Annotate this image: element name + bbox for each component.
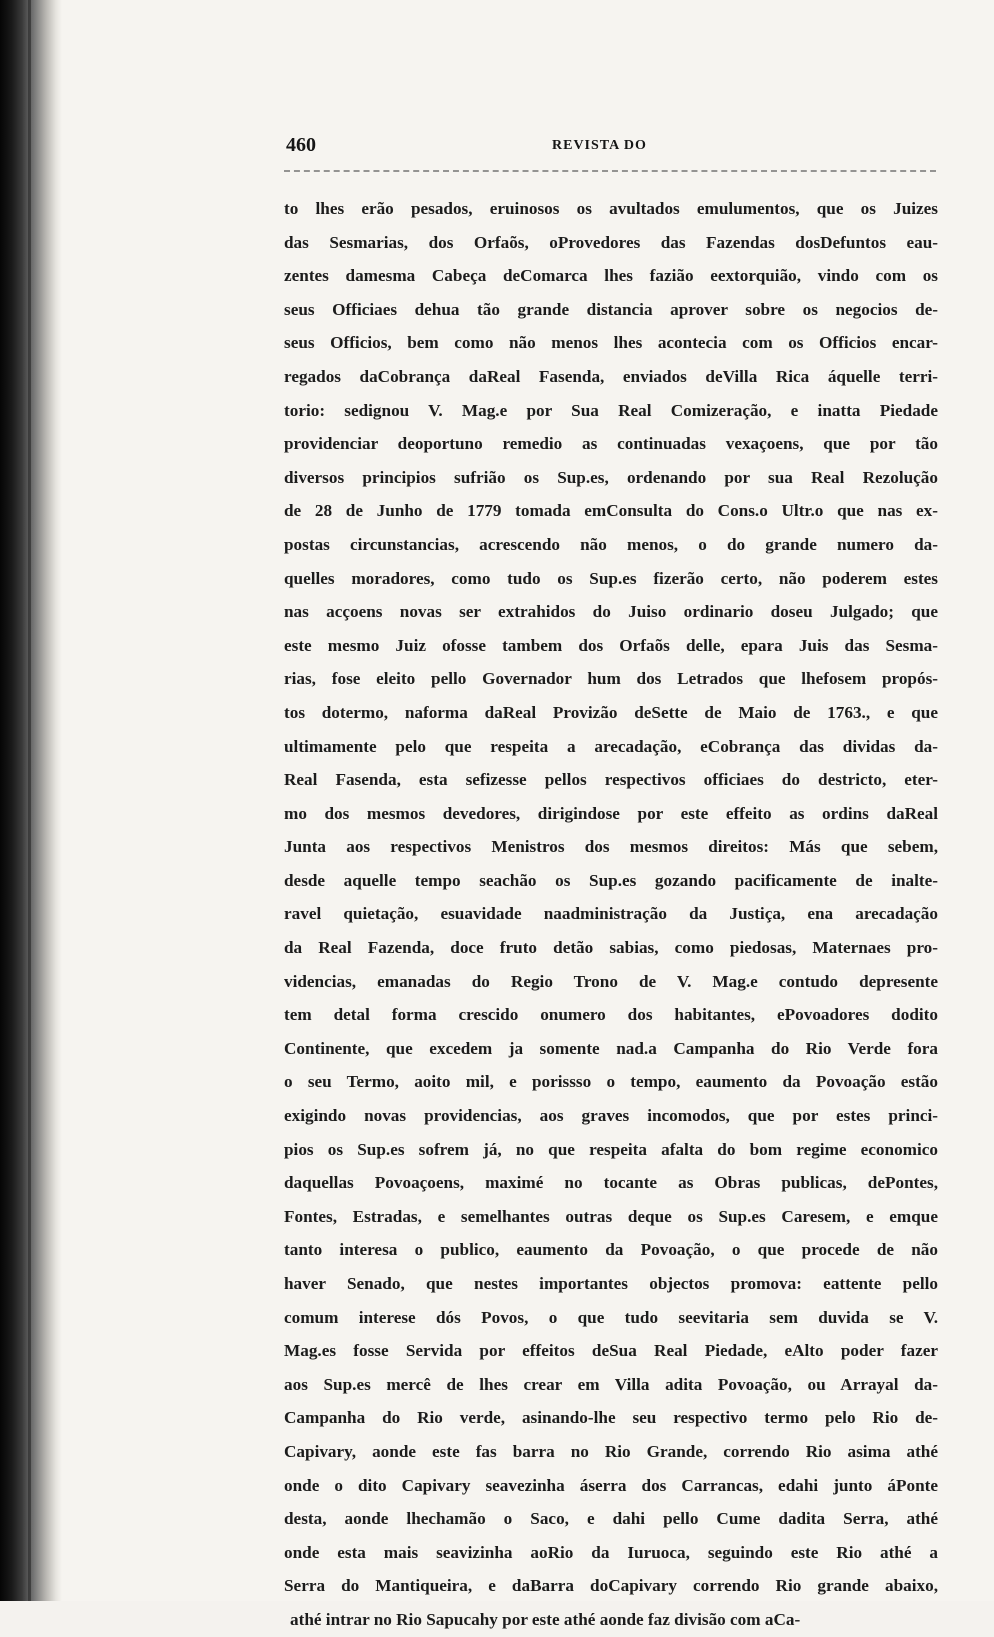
- text-line: haver Senado, que nestes importantes objectos promova: eattente pello: [284, 1274, 938, 1293]
- text-line: Junta aos respectivos Menistros dos mesmos direitos: Más que sebem,: [284, 837, 938, 857]
- text-line: Capivary, aonde este fas barra no Rio Grande, correndo Rio asima athé: [284, 1441, 938, 1461]
- text-line: aos Sup.es mercê de lhes crear em Villa adita Povoação, ou Arrayal da-: [284, 1374, 938, 1394]
- text-line: este mesmo Juiz ofosse tambem dos Orfaõs delle, epara Juis das Sesma-: [284, 635, 938, 655]
- text-line: de 28 de Junho de 1779 tomada emConsulta do Cons.o Ultr.o que nas ex-: [284, 501, 938, 521]
- text-line: das Sesmarias, dos Orfaõs, oProvedores das Fazendas dosDefuntos eau-: [284, 232, 938, 252]
- text-line: ravel quietação, esuavidade naadministração da Justiça, ena arecadação: [284, 904, 938, 924]
- text-line: athé intrar no Rio Sapucahy por este athé aonde faz divisão com aCa-: [290, 1609, 801, 1629]
- text-line: desde aquelle tempo seachão os Sup.es gozando pacificamente de inalte-: [284, 870, 938, 890]
- text-line: Serra do Mantiqueira, e daBarra doCapivary correndo Rio grande abaixo,: [284, 1576, 938, 1596]
- text-line: Mag.es fosse Servida por effeitos deSua Real Piedade, eAlto poder fazer: [284, 1341, 938, 1361]
- text-line: desta, aonde lhechamão o Saco, e dahi pello Cume dadita Serra, athé: [284, 1509, 938, 1529]
- text-line: quelles moradores, como tudo os Sup.es fizerão certo, não poderem estes: [284, 568, 938, 588]
- text-line: providenciar deoportuno remedio as continuadas vexaçoens, que por tão: [284, 434, 938, 454]
- book-binding-edge: [0, 0, 62, 1601]
- text-line: Fontes, Estradas, e semelhantes outras deque os Sup.es Caresem, e emque: [284, 1206, 938, 1226]
- text-line: tanto interesa o publico, eaumento da Povoação, o que procede de não: [284, 1240, 938, 1260]
- page-header: [286, 134, 936, 162]
- text-line: da Real Fazenda, doce fruto detão sabias, como piedosas, Maternaes pro-: [284, 938, 938, 958]
- text-line: tos dotermo, naforma daReal Provizão deSette de Maio de 1763., e que: [284, 702, 938, 722]
- binding-stripe: [28, 0, 31, 1601]
- text-line: onde o dito Capivary seavezinha áserra dos Carrancas, edahi junto áPonte: [284, 1475, 938, 1495]
- text-line: rias, fose eleito pello Governador hum dos Letrados que lhefosem propós-: [284, 669, 938, 689]
- text-line: Campanha do Rio verde, asinando-lhe seu respectivo termo pelo Rio de-: [284, 1408, 938, 1428]
- text-line: pios os Sup.es sofrem já, no que respeita afalta do bom regime economico: [284, 1139, 938, 1159]
- text-line: nas acçoens novas ser extrahidos do Juiso ordinario doseu Julgado; que: [284, 602, 938, 622]
- text-line: onde esta mais seavizinha aoRio da Iuruoca, seguindo este Rio athé a: [284, 1542, 938, 1562]
- text-line: exigindo novas providencias, aos graves incomodos, que por estes princi-: [284, 1106, 938, 1126]
- body-text: [284, 192, 938, 1637]
- text-line: ultimamente pelo que respeita a arecadação, eCobrança das dividas da-: [284, 736, 938, 756]
- text-line: to lhes erão pesados, eruinosos os avultados emulumentos, que os Juizes: [284, 199, 938, 218]
- text-line: zentes damesma Cabeça deComarca lhes fazião eextorquião, vindo com os: [284, 266, 938, 286]
- text-line: diversos principios sufrião os Sup.es, ordenando por sua Real Rezolução: [284, 467, 938, 487]
- text-line: tem detal forma crescido onumero dos habitantes, ePovoadores dodito: [284, 1005, 938, 1025]
- text-line: o seu Termo, aoito mil, e porissso o tempo, eaumento da Povoação estão: [284, 1072, 938, 1092]
- text-line: videncias, emanadas do Regio Trono de V. Mag.e contudo depresente: [284, 971, 938, 991]
- text-line: mo dos mesmos devedores, dirigindose por este effeito as ordins daReal: [284, 803, 938, 823]
- text-line: Real Fasenda, esta sefizesse pellos respectivos officiaes do destricto, eter-: [284, 770, 938, 790]
- page-number: 460: [286, 134, 316, 156]
- text-line: comum interese dós Povos, o que tudo seevitaria sem duvida se V.: [284, 1307, 938, 1327]
- text-line: torio: sedignou V. Mag.e por Sua Real Comizeração, e inatta Piedade: [284, 400, 938, 420]
- header-rule: [284, 170, 936, 172]
- text-line: Continente, que excedem ja somente nad.a Campanha do Rio Verde fora: [284, 1038, 938, 1058]
- text-line: daquellas Povoaçoens, maximé no tocante as Obras publicas, dePontes,: [284, 1173, 938, 1193]
- running-head: REVISTA DO: [552, 138, 647, 153]
- text-line: seus Officiaes dehua tão grande distancia aprover sobre os negocios de-: [284, 299, 938, 319]
- text-line: postas circunstancias, acrescendo não menos, o do grande numero da-: [284, 534, 938, 554]
- text-line: regados daCobrança daReal Fasenda, enviados deVilla Rica áquelle terri-: [284, 366, 938, 386]
- text-line: seus Officios, bem como não menos lhes acontecia com os Officios encar-: [284, 333, 938, 353]
